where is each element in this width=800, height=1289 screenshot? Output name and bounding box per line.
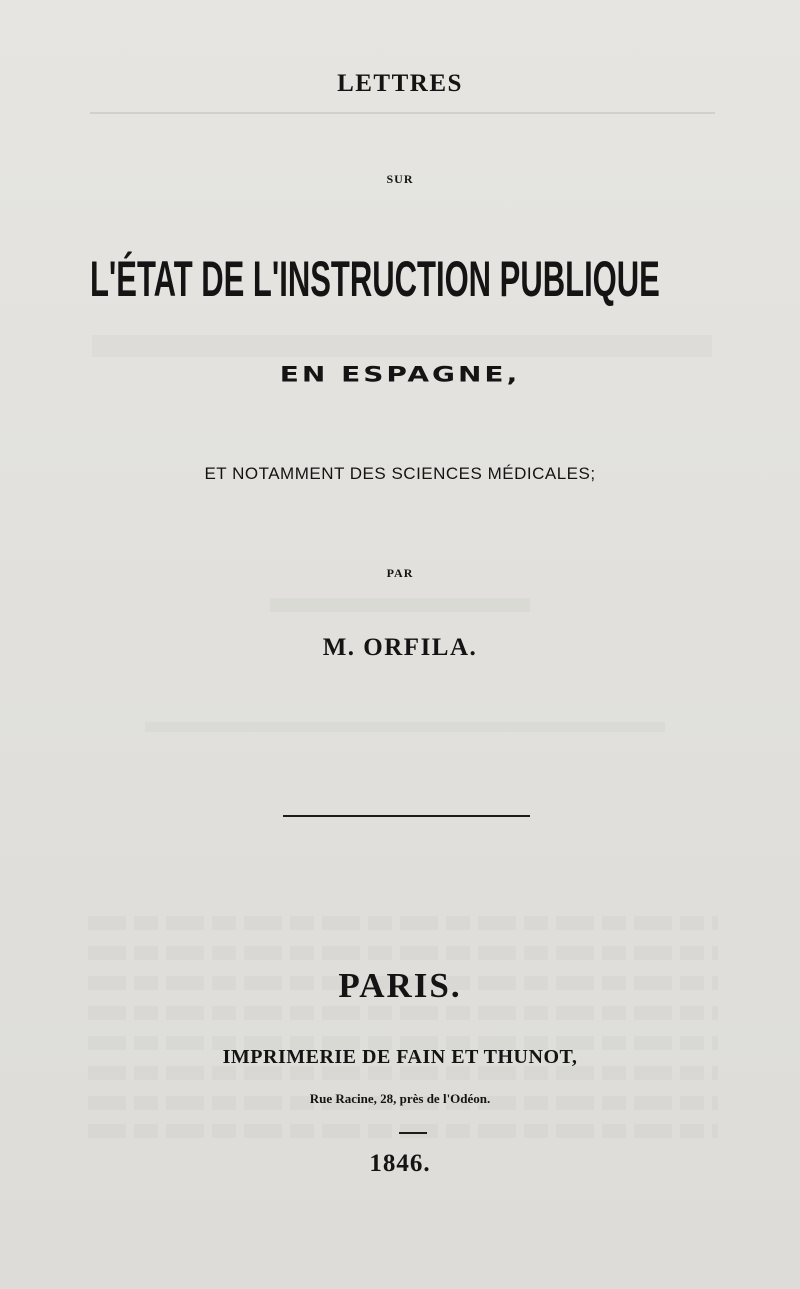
divider-rule <box>283 815 530 817</box>
bleed-through-heading <box>92 335 712 357</box>
author-name: M. ORFILA. <box>322 634 478 661</box>
bleed-through-heading <box>145 722 665 732</box>
publication-city: PARIS. <box>338 966 462 1005</box>
short-divider-rule <box>399 1132 427 1134</box>
bleed-through-text <box>88 1006 718 1020</box>
word-sur: SUR <box>386 172 414 186</box>
bleed-through-text <box>88 1124 718 1138</box>
bleed-through-heading <box>270 598 530 612</box>
printer-address: Rue Racine, 28, près de l'Odéon. <box>309 1091 491 1106</box>
main-title: L'ÉTAT DE L'INSTRUCTION PUBLIQUE <box>90 251 660 307</box>
subtitle: ET NOTAMMENT DES SCIENCES MÉDICALES; <box>204 464 596 483</box>
country-heading: EN ESPAGNE, <box>279 362 521 387</box>
word-par: PAR <box>386 566 414 580</box>
bleed-through-rule <box>90 112 715 114</box>
bleed-through-text <box>88 916 718 930</box>
printer-name: IMPRIMERIE DE FAIN ET THUNOT, <box>222 1046 578 1068</box>
heading-lettres: LETTRES <box>337 70 463 97</box>
publication-year: 1846. <box>369 1150 431 1177</box>
bleed-through-text <box>88 946 718 960</box>
